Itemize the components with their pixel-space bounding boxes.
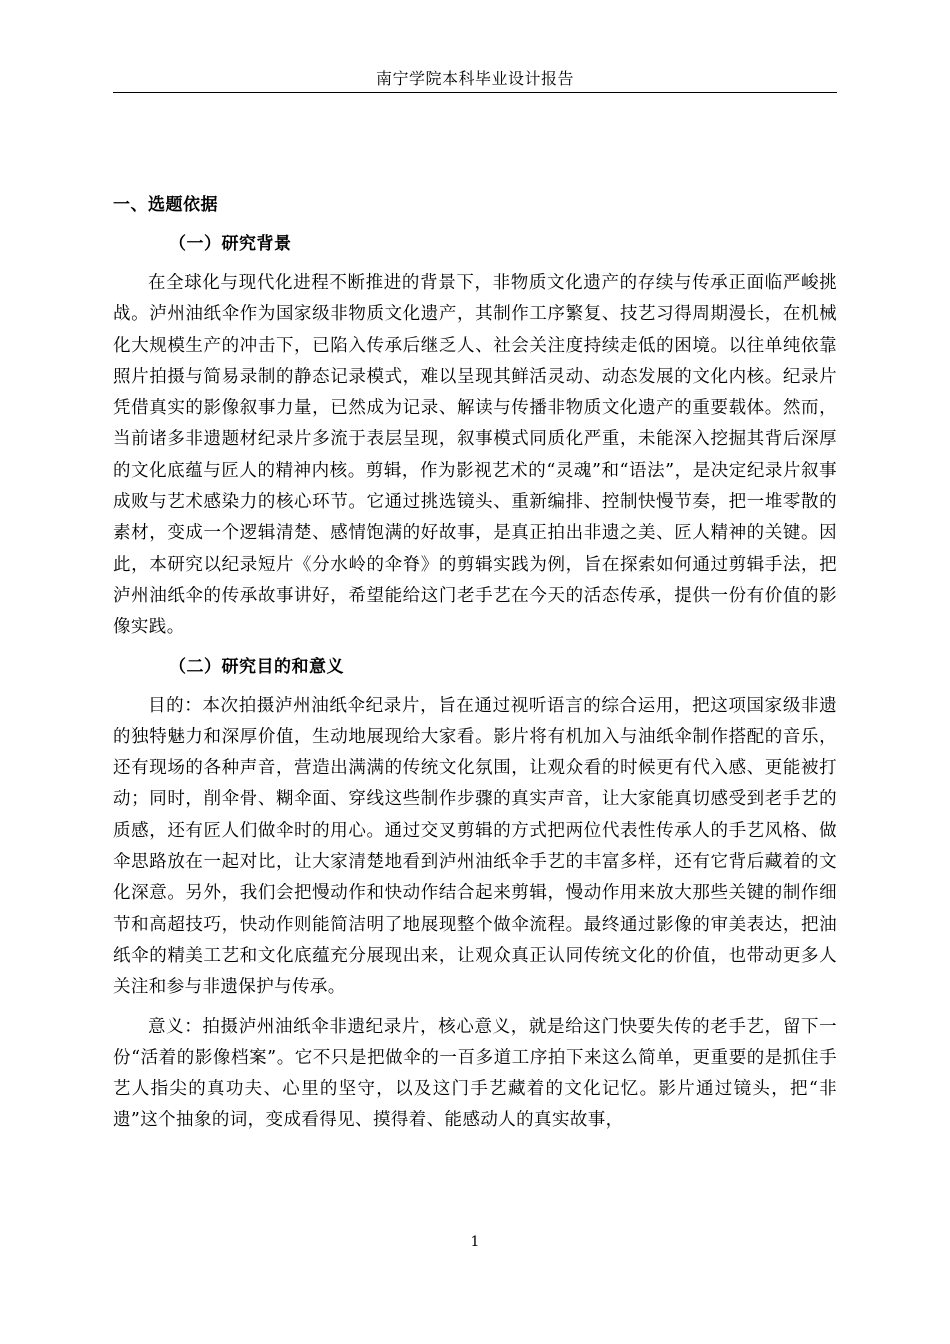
subsection-heading-purpose: （二）研究目的和意义 bbox=[169, 656, 344, 677]
header-divider bbox=[113, 92, 837, 93]
subsection-heading-background: （一）研究背景 bbox=[169, 234, 292, 254]
page-number: 1 bbox=[470, 1234, 480, 1250]
page-header-title: 南宁学院本科毕业设计报告 bbox=[375, 69, 574, 88]
document-body bbox=[113, 190, 837, 1145]
background-paragraph: 在全球化与现代化进程不断推进的背景下，非物质文化遗产的存续与传承正面临严峻挑战。泸州油纸伞作为国家级非物质文化遗产，其制作工序繁复、技艺习得周期漫长，在机械化大规模生产的冲击下，已陷入传承后继乏人、社会关注度持续走低的困境。以往单纯依靠照片拍摄与简易录制的静态记录模式，难以呈现其鲜活灵动、动态发展的文化内核。纪录片凭借真实的影像叙事力量，已然成为记录、解读与传播非物质文化遗产的重要载体。然而，当前诸多非遗题材纪录片多流于表层呈现，叙事模式同质化严重，未能深入挖掘其背后深厚的文化底蕴与匠人的精神内核。剪辑，作为影视艺术的“灵魂”和“语法”，是决定纪录片叙事成败与艺术感染力的核心环节。它通过挑选镜头、重新编排、控制快慢节奏，把一堆零散的素材，变成一个逻辑清楚、感情饱满的好故事，是真正拍出非遗之美、匠人精神的关键。因此，本研究以纪录短片《分水岭的伞脊》的剪辑实践为例，旨在探索如何通过剪辑手法，把泸州油纸伞的传承故事讲好，希望能给这门老手艺在今天的活态传承，提供一份有价值的影像实践。 bbox=[113, 273, 837, 638]
purpose-paragraph: 目的：本次拍摄泸州油纸伞纪录片，旨在通过视听语言的综合运用，把这项国家级非遗的独特魅力和深厚价值，生动地展现给大家看。影片将有机加入与油纸伞制作搭配的音乐，还有现场的各种声音，营造出满满的传统文化氛围，让观众看的时候更有代入感、更能被打动；同时，削伞骨、糊伞面、穿线这些制作步骤的真实声音，让大家能真切感受到老手艺的质感，还有匠人们做伞时的用心。通过交叉剪辑的方式把两位代表性传承人的手艺风格、做伞思路放在一起对比，让大家清楚地看到泸州油纸伞手艺的丰富多样，还有它背后藏着的文化深意。另外，我们会把慢动作和快动作结合起来剪辑，慢动作用来放大那些关键的制作细节和高超技巧，快动作则能简洁明了地展现整个做伞流程。最终通过影像的审美表达，把油纸伞的精美工艺和文化底蕴充分展现出来，让观众真正认同传统文化的价值，也带动更多人关注和参与非遗保护与传承。 bbox=[113, 695, 837, 998]
significance-paragraph: 意义：拍摄泸州油纸伞非遗纪录片，核心意义，就是给这门快要失传的老手艺，留下一份“活着的影像档案”。它不只是把做伞的一百多道工序拍下来这么简单，更重要的是抓住手艺人指尖的真功夫、心里的坚守，以及这门手艺藏着的文化记忆。影片通过镜头，把“非遗”这个抽象的词，变成看得见、摸得着、能感动人的真实故事， bbox=[113, 1016, 837, 1131]
section-heading: 一、选题依据 bbox=[113, 195, 218, 215]
